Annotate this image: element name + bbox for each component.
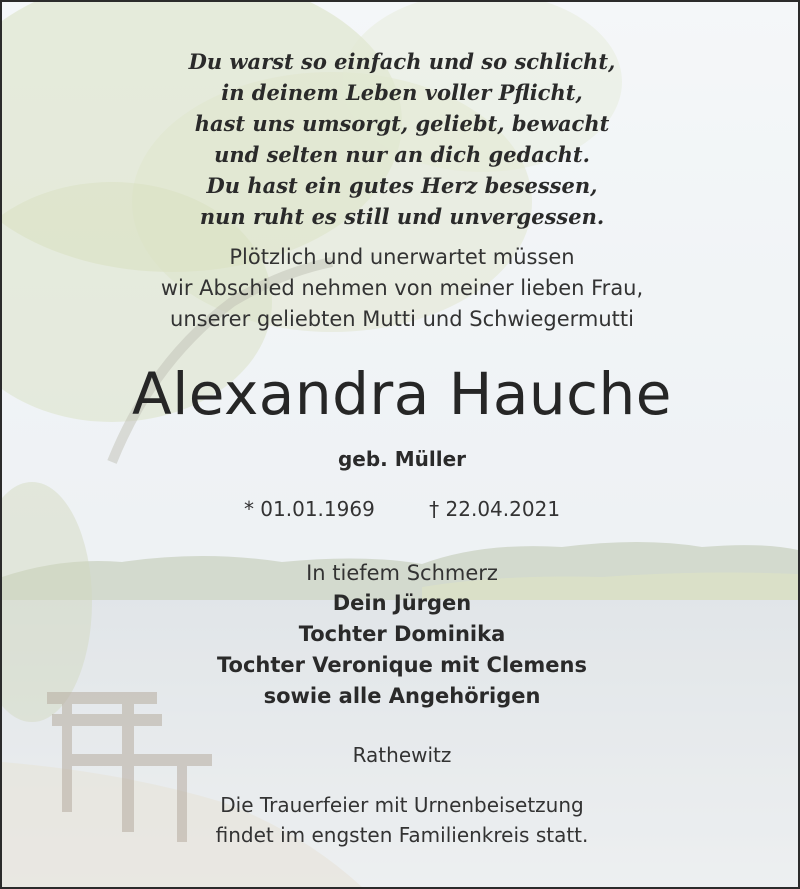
deceased-name: Alexandra Hauche bbox=[132, 360, 672, 428]
poem-line: nun ruht es still und unvergessen. bbox=[199, 204, 605, 229]
mourners-list bbox=[2, 588, 800, 712]
intro-line: wir Abschied nehmen von meiner lieben Frau, bbox=[160, 276, 644, 300]
mourner-entry: sowie alle Angehörigen bbox=[263, 684, 541, 708]
birth-name: geb. Müller bbox=[337, 447, 467, 471]
memorial-poem bbox=[2, 46, 800, 232]
poem-line: in deinem Leben voller Pflicht, bbox=[221, 80, 583, 105]
announcement-intro bbox=[2, 242, 800, 335]
mourner-entry: Tochter Veronique mit Clemens bbox=[217, 653, 587, 677]
mourner-entry: Dein Jürgen bbox=[332, 591, 472, 615]
intro-line: unserer geliebten Mutti und Schwiegermutti bbox=[170, 307, 634, 331]
death-date: † 22.04.2021 bbox=[429, 497, 561, 521]
mourner-entry: Tochter Dominika bbox=[298, 622, 506, 646]
poem-line: Du hast ein gutes Herz besessen, bbox=[206, 173, 598, 198]
place-name: Rathewitz bbox=[352, 743, 452, 767]
life-dates bbox=[2, 494, 800, 524]
notice-line: findet im engsten Familienkreis statt. bbox=[215, 823, 589, 847]
poem-line: Du warst so einfach und so schlicht, bbox=[188, 49, 616, 74]
poem-line: hast uns umsorgt, geliebt, bewacht bbox=[194, 111, 610, 136]
poem-line: und selten nur an dich gedacht. bbox=[214, 142, 590, 167]
intro-line: Plötzlich und unerwartet müssen bbox=[229, 245, 575, 269]
obituary-content bbox=[2, 2, 798, 887]
funeral-notice bbox=[2, 790, 800, 850]
mourning-intro: In tiefem Schmerz bbox=[306, 561, 498, 585]
birth-date: * 01.01.1969 bbox=[243, 497, 375, 521]
notice-line: Die Trauerfeier mit Urnenbeisetzung bbox=[220, 793, 584, 817]
